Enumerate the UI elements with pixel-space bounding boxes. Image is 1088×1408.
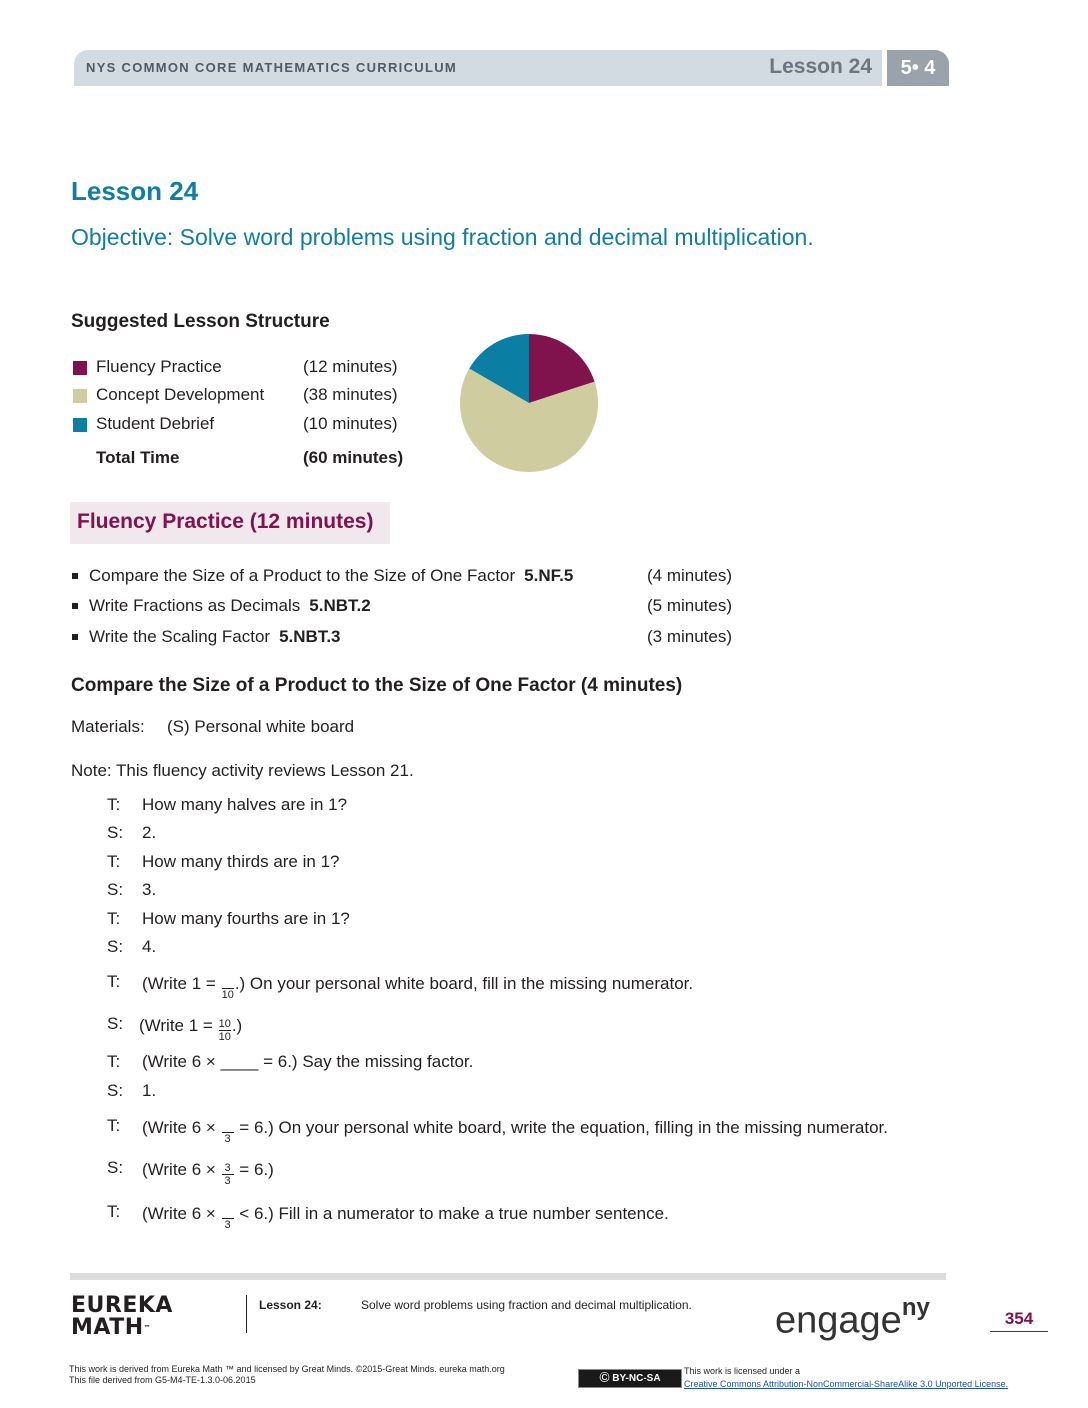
- bullet-standard: 5.NF.5: [524, 566, 574, 585]
- fraction-numerator: [222, 1120, 234, 1133]
- speaker-label: T:: [107, 852, 121, 871]
- dialogue-text: < 6.) Fill in a numerator to make a true number sentence.: [234, 1203, 669, 1223]
- structure-label: Fluency Practice: [96, 357, 222, 376]
- materials-text: (S) Personal white board: [167, 717, 355, 736]
- dialogue-text: .) On your personal white board, fill in the missing numerator.: [234, 973, 694, 993]
- structure-label: Student Debrief: [96, 414, 215, 433]
- bullet-text: Write the Scaling Factor: [89, 627, 271, 646]
- dialogue-text: 2.: [142, 823, 157, 842]
- bullet-minutes: (5 minutes): [647, 596, 733, 615]
- dialogue-line: [107, 937, 967, 959]
- engage-text: engage: [775, 1299, 902, 1342]
- license-notice: This work is licensed under a: [684, 1366, 801, 1376]
- ny-text: ny: [901, 1294, 930, 1321]
- structure-minutes: (10 minutes): [303, 414, 398, 433]
- dialogue-line: [104, 1014, 964, 1043]
- fluency-heading: Fluency Practice (12 minutes): [77, 510, 374, 533]
- dialogue-text: (Write 6 ×: [142, 1203, 221, 1223]
- dialogue-text: (Write 6 ×: [142, 1159, 221, 1179]
- logo-line-1: EUREKA: [71, 1293, 173, 1318]
- bullet-standard: 5.NBT.2: [309, 596, 371, 615]
- eureka-math-logo: [71, 1295, 173, 1339]
- cc-badge-label: BY-NC-SA: [612, 1373, 661, 1384]
- cc-license-badge: [578, 1369, 682, 1388]
- total-label: Total Time: [96, 448, 180, 467]
- speaker-label: S:: [107, 1081, 124, 1100]
- materials-line: [71, 717, 354, 737]
- dialogue-line: [107, 1202, 967, 1231]
- dialogue-text: .): [231, 1015, 243, 1035]
- fraction-numerator: 3: [222, 1162, 234, 1175]
- lesson-objective: Objective: Solve word problems using fraction and decimal multiplication.: [71, 224, 814, 250]
- bullet-square-icon: [72, 573, 78, 579]
- logo-trademark: ™: [143, 1324, 152, 1332]
- structure-row-debrief: [73, 414, 413, 436]
- fraction-denominator: 10: [218, 1031, 231, 1043]
- structure-label: Concept Development: [96, 385, 265, 404]
- total-minutes: (60 minutes): [303, 448, 404, 467]
- curriculum-label: NYS COMMON CORE MATHEMATICS CURRICULUM: [86, 60, 458, 75]
- fraction-denominator: 3: [224, 1133, 231, 1145]
- footer-lesson-label: Lesson 24:: [259, 1298, 322, 1312]
- dialogue-text: 4.: [142, 937, 157, 956]
- dialogue-text: How many thirds are in 1?: [142, 852, 340, 871]
- engageny-logo: [775, 1294, 930, 1343]
- speaker-label: T:: [107, 795, 121, 814]
- module-badge: 5• 4: [887, 50, 949, 86]
- bullet-text: Write Fractions as Decimals: [89, 596, 301, 615]
- dialogue-line: [107, 1052, 967, 1074]
- fraction-numerator: [222, 1206, 234, 1219]
- fraction-denominator: 3: [224, 1219, 231, 1231]
- concept-color-swatch: [73, 389, 87, 403]
- speaker-label: T:: [107, 1052, 121, 1071]
- dialogue-text: (Write 1 =: [139, 1015, 218, 1035]
- footer-divider: [246, 1295, 247, 1333]
- speaker-label: T:: [107, 909, 121, 928]
- materials-label: Materials:: [71, 717, 145, 736]
- speaker-label: T:: [107, 1116, 121, 1135]
- fraction: [222, 976, 234, 1001]
- bullet-minutes: (4 minutes): [647, 566, 733, 585]
- debrief-color-swatch: [73, 418, 87, 432]
- fluency-bullet: [71, 596, 771, 618]
- dialogue-line: [107, 1158, 967, 1187]
- dialogue-line: [107, 909, 967, 931]
- speaker-label: S:: [107, 880, 124, 899]
- speaker-label: S:: [107, 1014, 124, 1033]
- dialogue-text: = 6.): [234, 1159, 274, 1179]
- dialogue-text: = 6.) On your personal white board, write the equation, filling in the missing numerator.: [234, 1117, 889, 1137]
- speaker-label: S:: [107, 937, 124, 956]
- lesson-time-pie-chart: [458, 332, 600, 474]
- license-link[interactable]: Creative Commons Attribution-NonCommercial-ShareAlike 3.0 Unported License.: [684, 1379, 1009, 1389]
- fluency-bullet: [71, 627, 771, 649]
- bullet-square-icon: [72, 603, 78, 609]
- fraction-numerator: [222, 976, 234, 989]
- activity-heading: Compare the Size of a Product to the Size of One Factor (4 minutes): [71, 675, 683, 696]
- fraction: [222, 1120, 234, 1145]
- footer-lesson-objective: Solve word problems using fraction and decimal multiplication.: [361, 1298, 692, 1312]
- fluency-bullet: [71, 566, 771, 588]
- dialogue-line: [107, 1116, 967, 1145]
- dialogue-text: (Write 6 × ____ = 6.) Say the missing factor.: [142, 1052, 474, 1071]
- dialogue-text: (Write 6 ×: [142, 1117, 221, 1137]
- derived-file-notice: This file derived from G5-M4-TE-1.3.0-06.2015: [69, 1375, 256, 1385]
- fraction: [219, 1018, 231, 1043]
- fraction: [222, 1162, 234, 1187]
- bullet-square-icon: [72, 634, 78, 640]
- lesson-structure-heading: Suggested Lesson Structure: [71, 311, 330, 332]
- dialogue-line: [107, 1081, 967, 1103]
- activity-note: Note: This fluency activity reviews Lesson 21.: [71, 761, 414, 780]
- speaker-label: T:: [107, 1202, 121, 1221]
- speaker-label: T:: [107, 972, 121, 991]
- dialogue-line: [107, 880, 967, 902]
- bullet-minutes: (3 minutes): [647, 627, 733, 646]
- dialogue-text: 1.: [142, 1081, 157, 1100]
- dialogue-line: [107, 823, 967, 845]
- speaker-label: S:: [107, 823, 124, 842]
- dialogue-line: [107, 972, 967, 1001]
- header-lesson-label: Lesson 24: [769, 55, 872, 78]
- fraction-denominator: 10: [221, 989, 234, 1001]
- footer-rule: [70, 1273, 946, 1280]
- bullet-text: Compare the Size of a Product to the Size of One Factor: [89, 566, 516, 585]
- dialogue-text: 3.: [142, 880, 157, 899]
- dialogue-line: [107, 795, 967, 817]
- structure-minutes: (38 minutes): [303, 385, 398, 404]
- structure-row-total: [73, 448, 413, 470]
- fraction-denominator: 3: [224, 1175, 231, 1187]
- lesson-title: Lesson 24: [71, 176, 199, 206]
- fraction-numerator: 10: [218, 1018, 231, 1030]
- structure-minutes: (12 minutes): [303, 357, 398, 376]
- dialogue-line: [107, 852, 967, 874]
- fluency-color-swatch: [73, 361, 87, 375]
- logo-line-2: MATH: [71, 1315, 144, 1340]
- structure-row-concept: [73, 385, 413, 407]
- page-number: 354: [990, 1309, 1048, 1332]
- bullet-standard: 5.NBT.3: [279, 627, 341, 646]
- dialogue-text: How many fourths are in 1?: [142, 909, 350, 928]
- dialogue-text: (Write 1 =: [142, 973, 221, 993]
- dialogue-text: How many halves are in 1?: [142, 795, 348, 814]
- structure-row-fluency: [73, 357, 413, 379]
- cc-icon: Ⓒ: [599, 1373, 610, 1384]
- speaker-label: S:: [107, 1158, 124, 1177]
- derived-notice: This work is derived from Eureka Math ™ and licensed by Great Minds. ©2015-Great Minds. eureka math.org: [69, 1364, 505, 1374]
- fraction: [222, 1206, 234, 1231]
